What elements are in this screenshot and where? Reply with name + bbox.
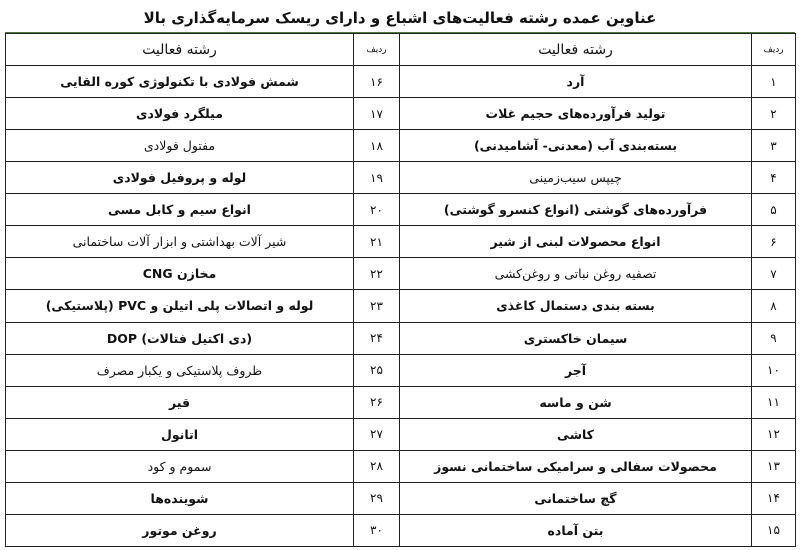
activity-left: ظروف پلاستیکی و یکبار مصرف	[6, 354, 354, 386]
activity-right: سیمان خاکستری	[400, 322, 752, 354]
activity-right: گچ ساختمانی	[400, 482, 752, 514]
table-row	[6, 194, 796, 226]
activity-left: روغن موتور	[6, 514, 354, 546]
header-row	[6, 34, 796, 66]
row-number-left: ۲۰	[354, 194, 400, 226]
activity-left: شمش فولادی با تکنولوژی کوره القایی	[6, 66, 354, 98]
activity-left: اتانول	[6, 418, 354, 450]
activity-right: شن و ماسه	[400, 386, 752, 418]
row-number-right: ۱۴	[752, 482, 796, 514]
row-number-right: ۱۲	[752, 418, 796, 450]
row-number-left: ۲۲	[354, 258, 400, 290]
activity-left: شوینده‌ها	[6, 482, 354, 514]
activity-right: آرد	[400, 66, 752, 98]
table-row	[6, 450, 796, 482]
document-title: عناوین عمده رشته فعالیت‌های اشباع و دارای ریسک سرمایه‌گذاری بالا	[5, 4, 795, 33]
row-number-left: ۱۹	[354, 162, 400, 194]
table-row	[6, 482, 796, 514]
row-number-right: ۲	[752, 98, 796, 130]
activity-right: چیپس سیب‌زمینی	[400, 162, 752, 194]
header-activity-left: رشته فعالیت	[6, 34, 354, 66]
row-number-left: ۲۸	[354, 450, 400, 482]
header-row-number-right: ردیف	[752, 34, 796, 66]
table-row	[6, 514, 796, 546]
row-number-right: ۹	[752, 322, 796, 354]
activity-left: مخازن CNG	[6, 258, 354, 290]
activity-left: لوله و پروفیل فولادی	[6, 162, 354, 194]
row-number-right: ۵	[752, 194, 796, 226]
row-number-left: ۲۵	[354, 354, 400, 386]
activity-left: مفتول فولادی	[6, 130, 354, 162]
row-number-left: ۳۰	[354, 514, 400, 546]
activity-right: فرآورده‌های گوشتی (انواع کنسرو گوشتی)	[400, 194, 752, 226]
row-number-left: ۱۸	[354, 130, 400, 162]
activity-left: انواع سیم و کابل مسی	[6, 194, 354, 226]
table-row	[6, 66, 796, 98]
activity-left: شیر آلات بهداشتی و ابزار آلات ساختمانی	[6, 226, 354, 258]
table-row	[6, 226, 796, 258]
activity-right: آجر	[400, 354, 752, 386]
row-number-left: ۲۴	[354, 322, 400, 354]
activity-left: میلگرد فولادی	[6, 98, 354, 130]
activity-right: تولید فرآورده‌های حجیم غلات	[400, 98, 752, 130]
row-number-right: ۱۰	[752, 354, 796, 386]
activity-right: تصفیه روغن نباتی و روغن‌کشی	[400, 258, 752, 290]
table-row	[6, 322, 796, 354]
row-number-left: ۲۳	[354, 290, 400, 322]
row-number-left: ۲۱	[354, 226, 400, 258]
row-number-left: ۱۷	[354, 98, 400, 130]
row-number-right: ۷	[752, 258, 796, 290]
row-number-right: ۳	[752, 130, 796, 162]
table-row	[6, 418, 796, 450]
row-number-right: ۱۱	[752, 386, 796, 418]
activity-left: سموم و کود	[6, 450, 354, 482]
activity-right: بتن آماده	[400, 514, 752, 546]
activity-left: قیر	[6, 386, 354, 418]
row-number-right: ۱۵	[752, 514, 796, 546]
table-row	[6, 98, 796, 130]
row-number-right: ۴	[752, 162, 796, 194]
table-row	[6, 162, 796, 194]
activity-left: لوله و اتصالات پلی اتیلن و PVC (پلاستیکی)	[6, 290, 354, 322]
row-number-left: ۲۶	[354, 386, 400, 418]
table-row	[6, 130, 796, 162]
activity-right: بسته بندی دستمال کاغذی	[400, 290, 752, 322]
row-number-left: ۱۶	[354, 66, 400, 98]
activity-right: کاشی	[400, 418, 752, 450]
activity-right: انواع محصولات لبنی از شیر	[400, 226, 752, 258]
header-row-number-left: ردیف	[354, 34, 400, 66]
row-number-right: ۸	[752, 290, 796, 322]
row-number-right: ۶	[752, 226, 796, 258]
table-row	[6, 386, 796, 418]
row-number-right: ۱۳	[752, 450, 796, 482]
row-number-left: ۲۷	[354, 418, 400, 450]
table-row	[6, 258, 796, 290]
table-row	[6, 290, 796, 322]
header-activity-right: رشته فعالیت	[400, 34, 752, 66]
activity-right: بسته‌بندی آب (معدنی- آشامیدنی)	[400, 130, 752, 162]
activity-right: محصولات سفالی و سرامیکی ساختمانی نسوز	[400, 450, 752, 482]
activity-left: (دی اکتیل فتالات) DOP	[6, 322, 354, 354]
row-number-left: ۲۹	[354, 482, 400, 514]
activities-table	[5, 33, 796, 547]
row-number-right: ۱	[752, 66, 796, 98]
table-row	[6, 354, 796, 386]
table-body	[6, 66, 796, 547]
